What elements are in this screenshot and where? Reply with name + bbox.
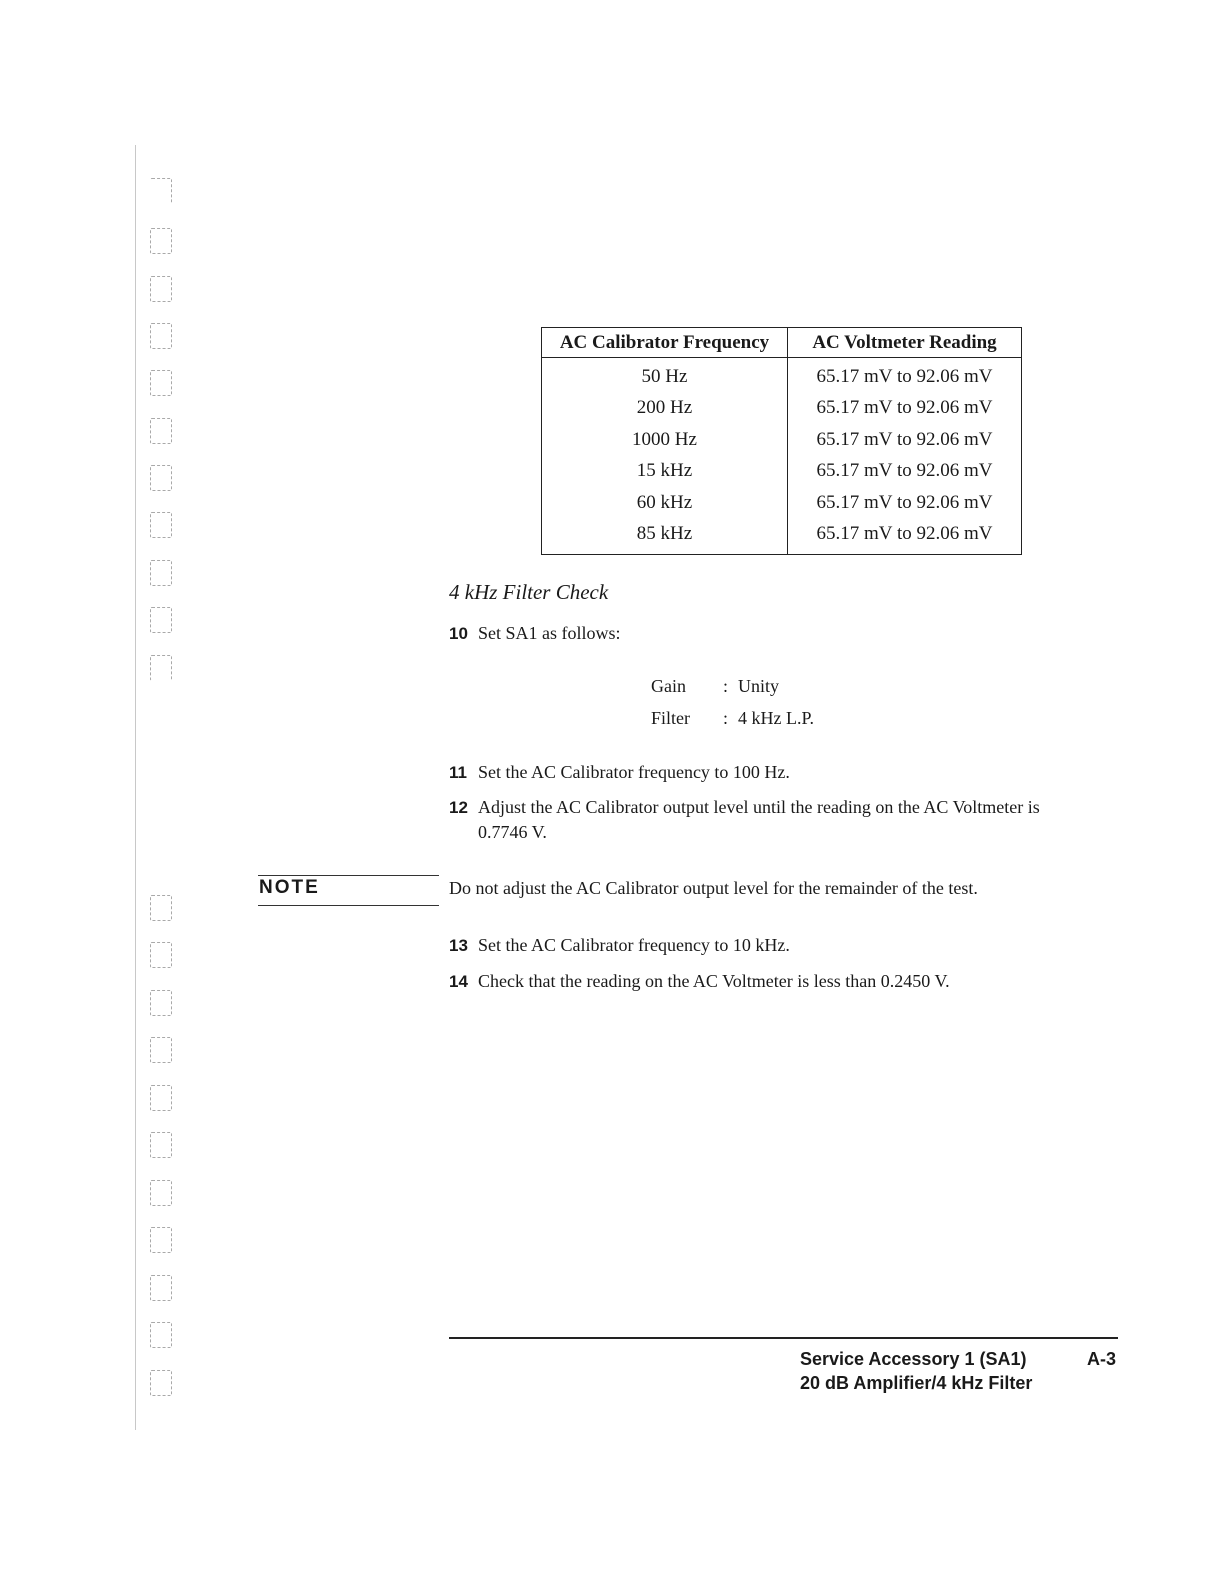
note-label: NOTE — [259, 877, 320, 898]
binding-hole — [150, 465, 172, 491]
step-14 — [449, 969, 1109, 994]
table-header-row — [542, 328, 1022, 358]
step-number: 13 — [449, 936, 468, 955]
step-text: Set the AC Calibrator frequency to 10 kHz. — [478, 935, 790, 955]
binding-hole — [150, 560, 172, 586]
setting-value: 4 kHz L.P. — [738, 708, 814, 728]
footer-rule — [449, 1337, 1118, 1339]
table-row — [542, 456, 1022, 488]
note-rule-top — [258, 875, 439, 876]
cell-frequency: 15 kHz — [636, 460, 693, 482]
binding-hole — [150, 1275, 172, 1301]
note-text: Do not adjust the AC Calibrator output level for the remainder of the test. — [449, 878, 978, 898]
settings-list — [651, 674, 814, 738]
setting-gain — [651, 674, 814, 706]
calibration-table — [541, 327, 1022, 555]
binding-hole — [150, 655, 172, 681]
cell-frequency: 200 Hz — [636, 397, 693, 419]
cell-reading: 65.17 mV to 92.06 mV — [788, 358, 1022, 393]
step-text: Adjust the AC Calibrator output level until the reading on the AC Voltmeter is — [478, 797, 1040, 817]
binding-hole — [150, 990, 172, 1016]
step-number: 11 — [449, 763, 467, 782]
binding-hole — [150, 323, 172, 349]
binding-line — [135, 145, 136, 1430]
cell-reading: 65.17 mV to 92.06 mV — [788, 393, 1022, 425]
table-row — [542, 519, 1022, 555]
cell-reading: 65.17 mV to 92.06 mV — [788, 487, 1022, 519]
cell-frequency: 1000 Hz — [632, 428, 697, 450]
step-text: Check that the reading on the AC Voltmeter is less than 0.2450 V. — [478, 971, 950, 991]
setting-key: Gain — [651, 676, 686, 696]
table-row — [542, 393, 1022, 425]
setting-separator: : — [723, 676, 729, 696]
step-text: Set the AC Calibrator frequency to 100 Hz. — [478, 762, 790, 782]
step-10 — [449, 621, 1109, 646]
table-row — [542, 358, 1022, 393]
setting-filter — [651, 706, 814, 738]
binding-hole — [150, 370, 172, 396]
binding-hole — [150, 512, 172, 538]
binding-hole — [150, 1180, 172, 1206]
cell-reading: 65.17 mV to 92.06 mV — [788, 424, 1022, 456]
header-voltmeter-reading: AC Voltmeter Reading — [788, 328, 1022, 358]
footer-title — [800, 1347, 1032, 1395]
step-text-continued: 0.7746 V. — [478, 822, 547, 842]
step-number: 14 — [449, 972, 468, 991]
binding-hole — [150, 895, 172, 921]
step-number: 12 — [449, 798, 468, 817]
binding-hole — [150, 1227, 172, 1253]
setting-key: Filter — [651, 708, 690, 728]
table-row — [542, 487, 1022, 519]
note-rule-bottom — [258, 905, 439, 906]
header-frequency: AC Calibrator Frequency — [542, 328, 788, 358]
cell-reading: 65.17 mV to 92.06 mV — [788, 456, 1022, 488]
cell-reading: 65.17 mV to 92.06 mV — [788, 519, 1022, 555]
page-number: A-3 — [1087, 1349, 1117, 1369]
binding-hole — [150, 1085, 172, 1111]
binding-hole — [150, 607, 172, 633]
setting-value: Unity — [738, 676, 780, 696]
section-heading: 4 kHz Filter Check — [449, 580, 609, 604]
cell-frequency: 85 kHz — [636, 523, 693, 545]
binding-hole — [150, 228, 172, 254]
footer-line-2: 20 dB Amplifier/4 kHz Filter — [800, 1373, 1033, 1393]
binding-hole — [150, 1132, 172, 1158]
binding-hole — [150, 178, 172, 204]
binding-hole — [150, 1037, 172, 1063]
setting-separator: : — [723, 708, 729, 728]
footer-line-1: Service Accessory 1 (SA1) — [800, 1349, 1027, 1369]
step-text: Set SA1 as follows: — [478, 623, 621, 643]
binding-hole — [150, 942, 172, 968]
binding-hole — [150, 1370, 172, 1396]
step-13 — [449, 933, 1109, 958]
step-11 — [449, 760, 1109, 785]
step-number: 10 — [449, 624, 468, 643]
step-12 — [449, 795, 1109, 845]
binding-hole — [150, 1322, 172, 1348]
cell-frequency: 60 kHz — [636, 491, 693, 513]
binding-hole — [150, 418, 172, 444]
table-row — [542, 424, 1022, 456]
cell-frequency: 50 Hz — [641, 365, 688, 387]
binding-hole — [150, 276, 172, 302]
